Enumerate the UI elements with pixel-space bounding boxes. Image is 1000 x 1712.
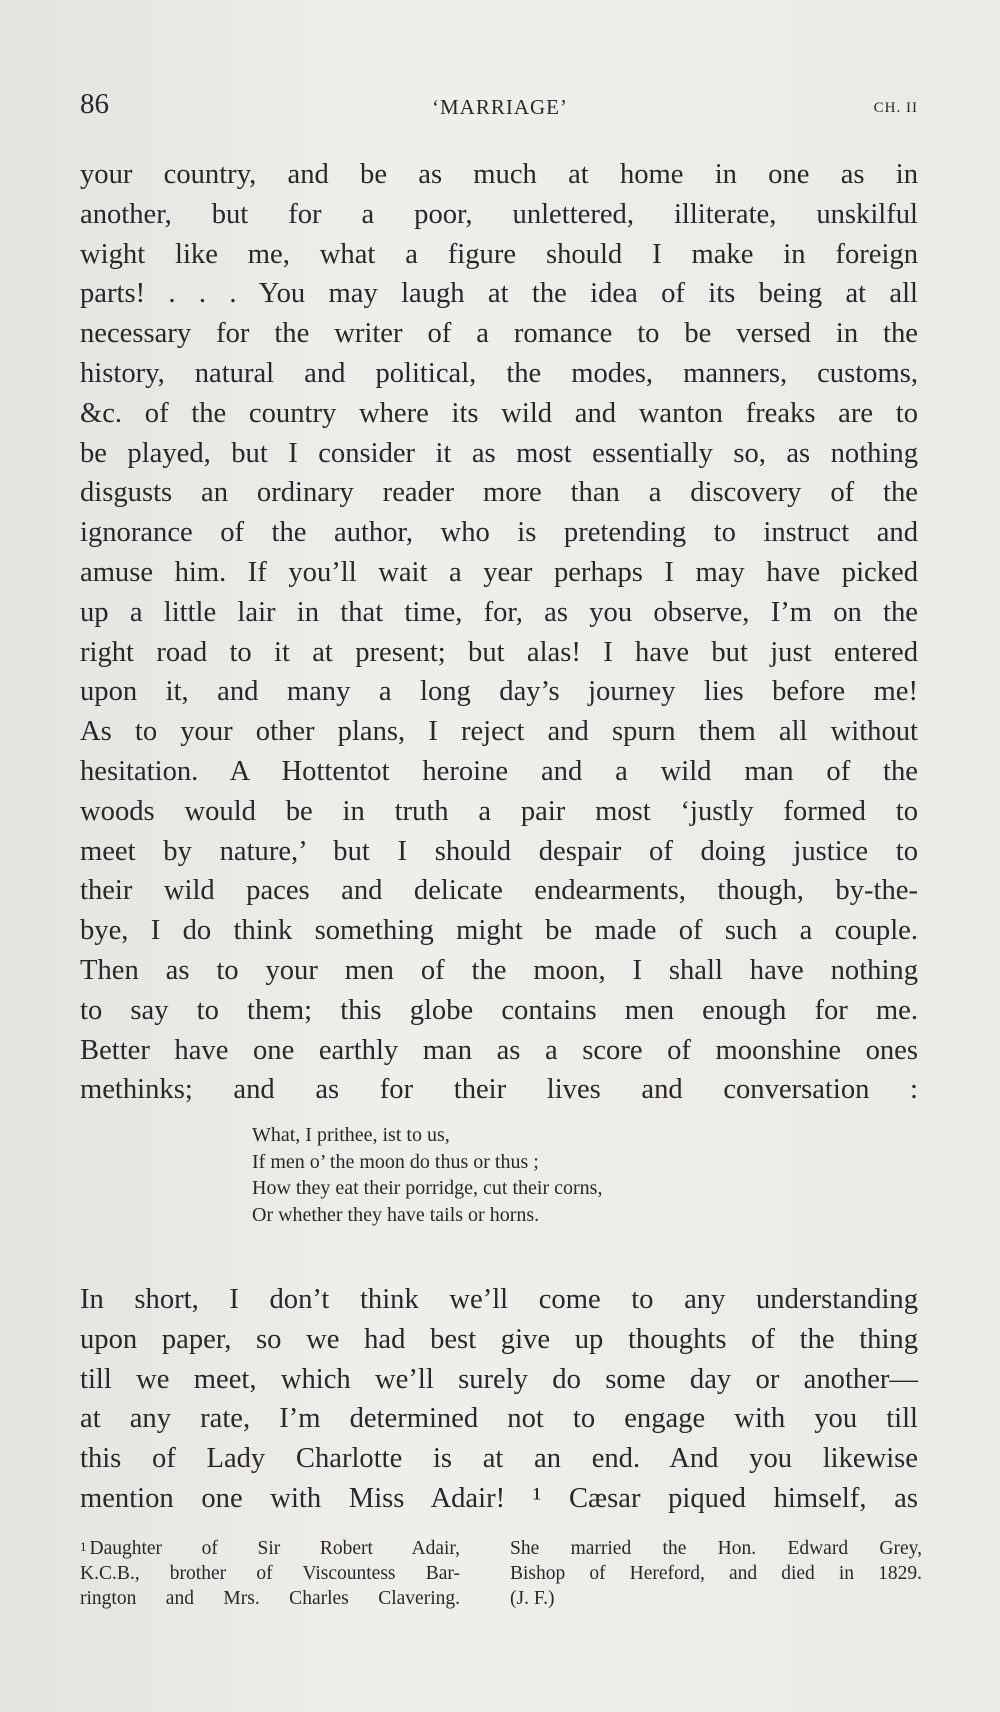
body-text-bottom [80, 1280, 918, 1519]
text-line: at any rate, I’m determined not to engage with you till [80, 1403, 918, 1435]
text-line: upon paper, so we had best give up thoughts of the thing [80, 1323, 918, 1355]
text-line: ignorance of the author, who is pretending to instruct and [80, 517, 918, 549]
text-line: to say to them; this globe contains men enough for me. [80, 994, 918, 1026]
text-line: hesitation. A Hottentot heroine and a wild man of the [80, 755, 918, 787]
text-line: right road to it at present; but alas! I have but just entered [80, 636, 918, 668]
text-line: upon it, and many a long day’s journey lies before me! [80, 676, 918, 708]
text-line: necessary for the writer of a romance to be versed in the [80, 318, 918, 350]
verse-line: What, I prithee, ist to us, [252, 1124, 450, 1146]
text-line: amuse him. If you’ll wait a year perhaps I may have picked [80, 556, 918, 588]
text-line: history, natural and political, the modes, manners, customs, [80, 357, 918, 389]
text-line: their wild paces and delicate endearments, though, by-the- [80, 875, 918, 907]
running-title: ‘MARRIAGE’ [432, 95, 568, 119]
running-head [80, 88, 920, 128]
text-line: In short, I don’t think we’ll come to any understanding [80, 1284, 918, 1315]
body-text-top [80, 155, 918, 1110]
text-line: wight like me, what a figure should I make in foreign [80, 238, 918, 270]
text-line: woods would be in truth a pair most ‘justly formed to [80, 795, 918, 827]
text-line: parts! . . . You may laugh at the idea of its being at all [80, 278, 918, 310]
text-line: your country, and be as much at home in one as in [80, 159, 918, 190]
text-line: Then as to your men of the moon, I shall have nothing [80, 954, 918, 986]
footnote-text: Daughter of Sir Robert Adair, [89, 1538, 460, 1559]
footnote-line: rington and Mrs. Charles Clavering. [80, 1588, 460, 1609]
text-line: As to your other plans, I reject and spurn them all without [80, 716, 918, 748]
text-line: till we meet, which we’ll surely do some day or another— [80, 1363, 918, 1395]
verse-line: How they eat their porridge, cut their corns, [252, 1177, 603, 1199]
footnote-line [80, 1536, 460, 1561]
text-line: &c. of the country where its wild and wanton freaks are to [80, 397, 918, 429]
footnotes [80, 1536, 922, 1616]
footnote-right-column [510, 1536, 922, 1611]
footnote-marker: 1 [80, 1539, 87, 1554]
text-line: meet by nature,’ but I should despair of doing justice to [80, 835, 918, 867]
page-number: 86 [80, 88, 109, 120]
text-line: this of Lady Charlotte is at an end. And you likewise [80, 1443, 918, 1475]
footnote-line: K.C.B., brother of Viscountess Bar- [80, 1563, 460, 1584]
verse-line: Or whether they have tails or horns. [252, 1203, 540, 1226]
text-line: methinks; and as for their lives and conversation : [80, 1074, 918, 1106]
text-line: be played, but I consider it as most essentially so, as nothing [80, 437, 918, 469]
text-line: Better have one earthly man as a score of moonshine ones [80, 1034, 918, 1066]
footnote-left-column [80, 1536, 460, 1611]
text-line: disgusts an ordinary reader more than a discovery of the [80, 477, 918, 509]
footnote-line: Bishop of Hereford, and died in 1829. [510, 1563, 922, 1584]
text-line: another, but for a poor, unlettered, illiterate, unskilful [80, 198, 918, 230]
text-line: mention one with Miss Adair! ¹ Cæsar piqued himself, as [80, 1482, 918, 1514]
text-line: bye, I do think something might be made of such a couple. [80, 915, 918, 947]
verse-quotation [252, 1122, 852, 1228]
verse-line: If men o’ the moon do thus or thus ; [252, 1150, 539, 1173]
chapter-mark: CH. II [873, 100, 918, 116]
text-line: up a little lair in that time, for, as you observe, I’m on the [80, 596, 918, 628]
footnote-line: She married the Hon. Edward Grey, [510, 1538, 922, 1559]
footnote-line: (J. F.) [510, 1588, 555, 1609]
